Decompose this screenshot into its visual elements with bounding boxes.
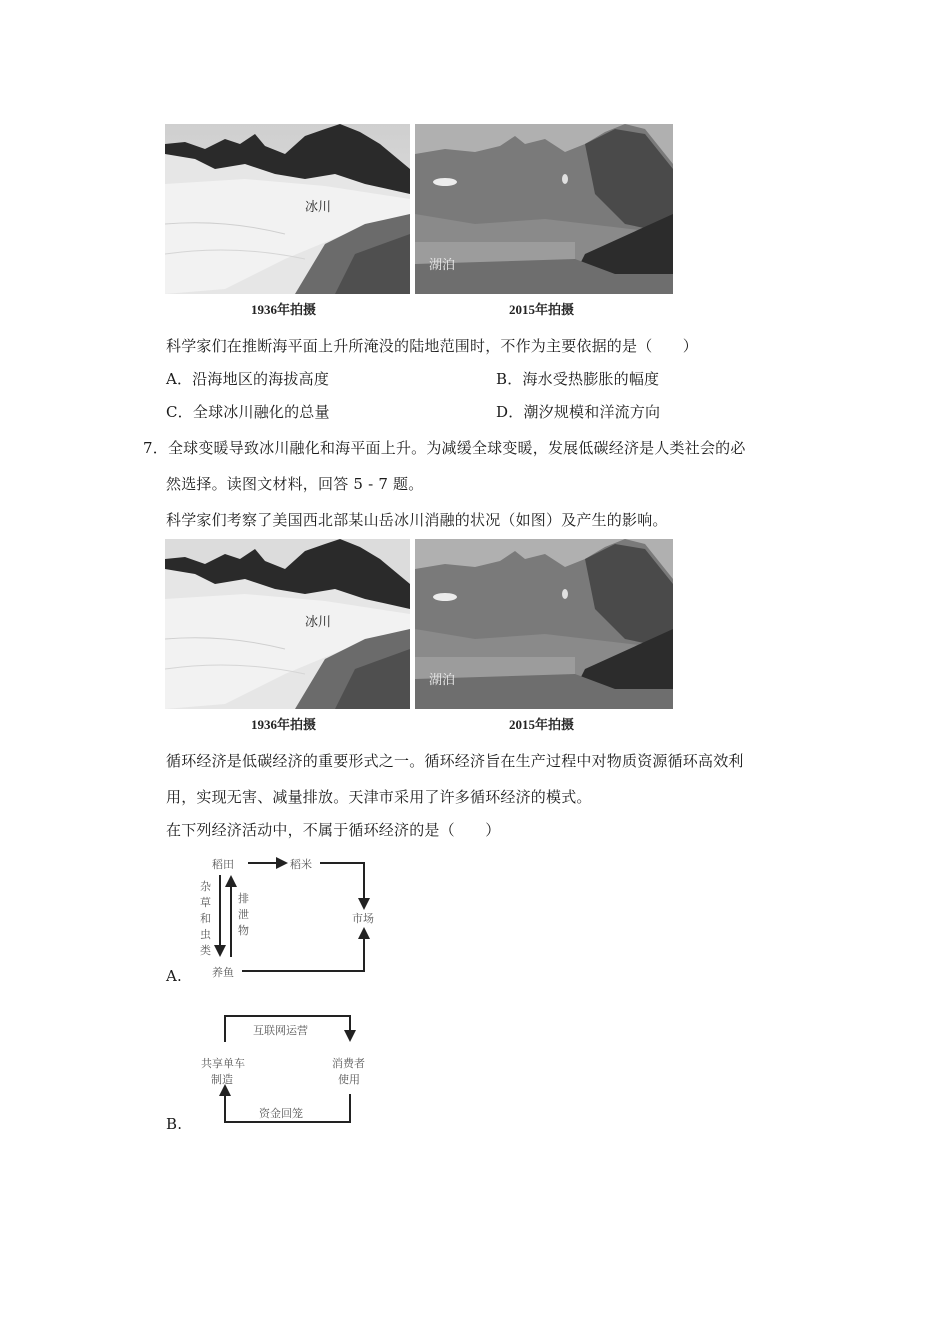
passage-line-2: 用，实现无害、减量排放。天津市采用了许多循环经济的模式。: [166, 788, 592, 806]
node-consumer-line-2: 使用: [338, 1073, 360, 1086]
question-7-line-3: 科学家们考察了美国西北部某山岳冰川消融的状况（如图）及产生的影响。: [166, 511, 668, 529]
option-a-diagram: [190, 853, 390, 983]
option-6a[interactable]: [166, 369, 329, 389]
edge-internet-operation: 互联网运营: [253, 1024, 308, 1037]
lake-label: 湖泊: [429, 258, 456, 273]
node-bike-maker-line-1: 共享单车: [201, 1057, 245, 1070]
option-letter: A．: [166, 370, 193, 388]
question-7-line-1: 7．全球变暖导致冰川融化和海平面上升。为减缓全球变暖，发展低碳经济是人类社会的必: [143, 439, 746, 457]
option-6b[interactable]: [496, 369, 659, 389]
question-number: 7．: [143, 439, 168, 457]
node-consumer-line-1: 消费者: [332, 1057, 365, 1070]
node-bike-maker-line-2: 制造: [211, 1073, 233, 1086]
node-paddy-field: 稻田: [212, 858, 234, 871]
glacier-figure-1: [165, 124, 673, 324]
question-7-line-2: 然选择。读图文材料，回答 5 - 7 题。: [166, 475, 424, 493]
option-a-letter[interactable]: A.: [166, 967, 183, 985]
edge-weeds-insects: 杂草和虫类: [200, 880, 211, 957]
glacier-label: 冰川: [305, 200, 332, 215]
option-letter: C．: [166, 403, 193, 421]
caption-1936: 1936年拍摄: [251, 717, 317, 732]
glacier-label: 冰川: [305, 615, 332, 630]
passage-line-1: 循环经济是低碳经济的重要形式之一。循环经济旨在生产过程中对物质资源循环高效利: [166, 752, 744, 770]
option-text: 沿海地区的海拔高度: [192, 370, 330, 388]
photo-1936: [165, 124, 410, 294]
lake-label: 湖泊: [429, 673, 456, 688]
photo-2015: [415, 539, 673, 709]
passage-question: 在下列经济活动中，不属于循环经济的是（ ）: [166, 821, 501, 839]
node-market: 市场: [352, 912, 374, 925]
photo-2015: [415, 124, 673, 294]
question-6-stem: 科学家们在推断海平面上升所淹没的陆地范围时，不作为主要依据的是（ ）: [166, 337, 699, 355]
option-text: 全球冰川融化的总量: [192, 403, 330, 421]
option-text: 海水受热膨胀的幅度: [522, 370, 660, 388]
edge-excrement: 排泄物: [238, 892, 249, 937]
caption-2015: 2015年拍摄: [509, 717, 575, 732]
option-letter: D．: [496, 403, 524, 421]
option-b-letter[interactable]: B.: [166, 1115, 183, 1133]
caption-2015: 2015年拍摄: [509, 302, 575, 317]
option-text: 潮汐规模和洋流方向: [523, 403, 661, 421]
option-6d[interactable]: [496, 402, 660, 422]
option-b-diagram: [195, 1012, 390, 1127]
edge-capital-return: 资金回笼: [259, 1107, 303, 1120]
glacier-figure-2: [165, 539, 673, 739]
node-rice: 稻米: [290, 858, 312, 871]
photo-1936: [165, 539, 410, 709]
node-fish-farming: 养鱼: [212, 966, 234, 979]
option-6c[interactable]: [166, 402, 330, 422]
option-letter: B．: [496, 370, 523, 388]
caption-1936: 1936年拍摄: [251, 302, 317, 317]
